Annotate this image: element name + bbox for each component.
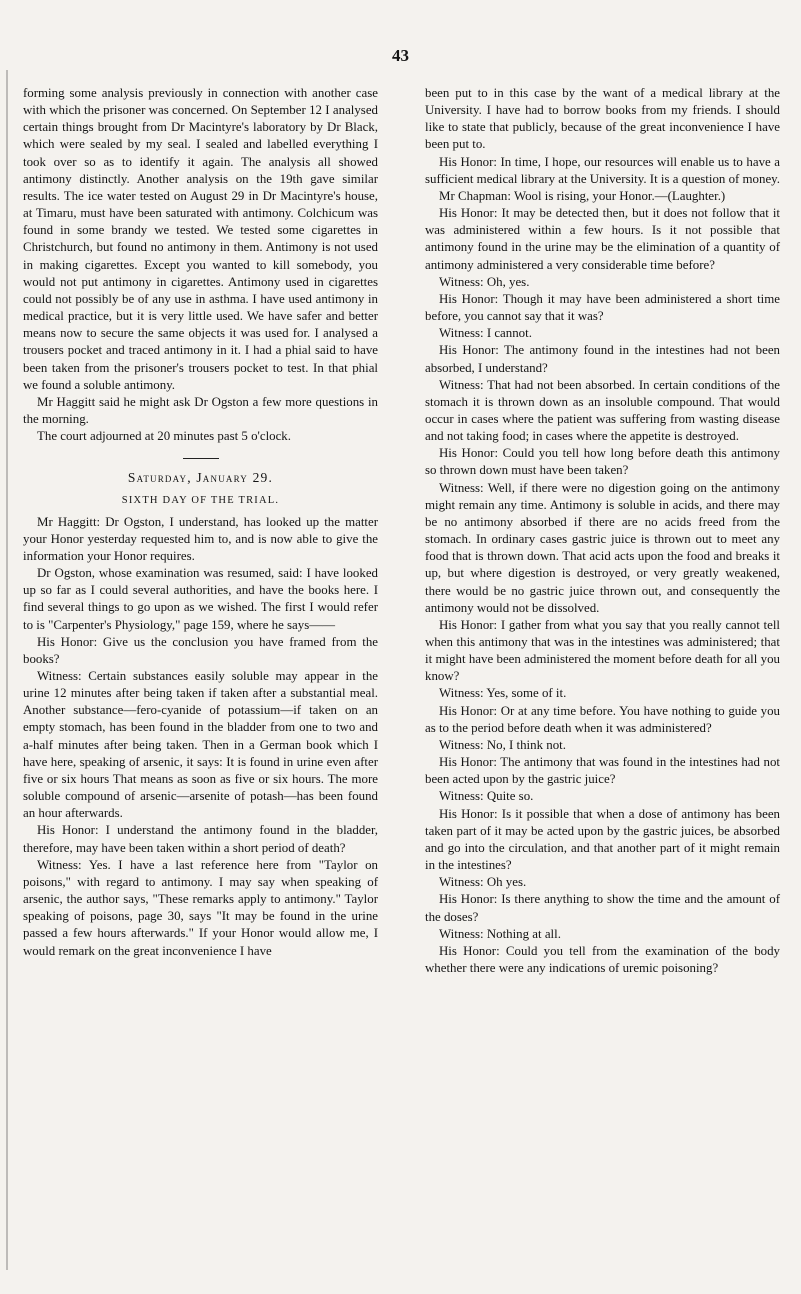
page-number: 43 bbox=[392, 46, 409, 65]
paragraph: Mr Haggitt said he might ask Dr Ogston a few more questions in the morning. bbox=[23, 394, 378, 426]
paragraph: His Honor: I gather from what you say that you really cannot tell when this antimony that was in the intestines was administered; that it might have been administered the moment before death for all you know? bbox=[425, 617, 780, 684]
paragraph: Witness: Oh, yes. bbox=[439, 274, 530, 289]
section-divider bbox=[183, 458, 219, 459]
paragraph: Witness: Yes. I have a last reference here from "Taylor on poisons," with regard to antimony. I may say when speaking of arsenic, the author says, "These remarks apply to antimony." Taylor speaking of poisons, page 30, says "It may be found in the urine passed a few hours afterwards." If your Honor would allow me, I would remark on the great inconvenience I have bbox=[23, 857, 378, 958]
paragraph: His Honor: Give us the conclusion you have framed from the books? bbox=[23, 634, 378, 666]
paragraph: Witness: Oh yes. bbox=[439, 875, 527, 890]
right-paragraphs bbox=[425, 85, 780, 977]
paragraph: His Honor: Or at any time before. You have nothing to guide you as to the period before death when it was administered? bbox=[425, 703, 780, 735]
left-paragraphs-after bbox=[23, 514, 378, 960]
right-column bbox=[425, 85, 780, 977]
paragraph: His Honor: Could you tell from the examination of the body whether there were any indications of uremic poisoning? bbox=[425, 943, 780, 975]
paragraph: Mr Chapman: Wool is rising, your Honor.—(Laughter.) bbox=[439, 188, 726, 203]
paragraph: Witness: Certain substances easily soluble may appear in the urine 12 minutes after being taken if taken after a substantial meal. Another substance—fero-cyanide of potassium—if taken on an empty stomach, has been found in the bladder from one to two and a-half minutes after being taken. Then in a German book which I have here, speaking of arsenic, it says: It is found in urine even after five or six hours That means as soon as five or six hours. The more soluble compound of arsenic—arsenite of potash—has been found an hour afterwards. bbox=[23, 669, 378, 821]
paragraph: The court adjourned at 20 minutes past 5 o'clock. bbox=[37, 429, 291, 444]
paragraph: Witness: I cannot. bbox=[439, 326, 532, 341]
paragraph: been put to in this case by the want of a medical library at the University. I have had to borrow books from my friends. I should like to state that publicly, because of the great inconvenience I have been put to. bbox=[425, 86, 780, 152]
paragraph: His Honor: Is it possible that when a dose of antimony has been taken part of it may be acted upon by the gastric juices, be absorbed and go into the circulation, and that another part of it might remain in the intestines? bbox=[425, 806, 780, 873]
paragraph: Witness: Well, if there were no digestion going on the antimony might remain any time. Antimony is soluble in acids, and there may be no antimony absorbed if there are no acids freed from the stomach. In ordinary cases gastric juice is thrown out to meet any food that is thrown down. That acid acts upon the food and breaks it up, but where digestion is destroyed, or very greatly weakened, there would be no gastric juice thrown out, and consequently the antimony would not be dissolved. bbox=[425, 480, 780, 615]
left-column bbox=[23, 85, 378, 960]
paragraph: His Honor: The antimony that was found in the intestines had not been acted upon by the gastric juice? bbox=[425, 755, 780, 787]
section-subheading: SIXTH DAY OF THE TRIAL. bbox=[121, 495, 280, 507]
paragraph: Dr Ogston, whose examination was resumed, said: I have looked up so far as I could several authorities, and have the books here. I find several things to go upon as we wished. The first I would refer to is "Carpenter's Physiology," page 159, where he says—— bbox=[23, 566, 378, 632]
paragraph: His Honor: In time, I hope, our resources will enable us to have a sufficient medical library at the University. It is a question of money. bbox=[425, 154, 780, 186]
paragraph: Witness: No, I think not. bbox=[439, 737, 566, 752]
paragraph: His Honor: I understand the antimony found in the bladder, therefore, may have been taken within a short period of death? bbox=[23, 823, 378, 855]
paragraph: forming some analysis previously in connection with another case with which the prisoner was concerned. On September 12 I analysed certain things brought from Dr Macintyre's laboratory by Dr Black, which were sealed by my seal. I sealed and labelled everything I took over so as to identify it again. The analysis all showed antimony distinctly. Another analysis on the 19th gave similar results. The ice water tested on August 29 in Dr Macintyre's house, at Timaru, must have been saturated with antimony. Colchicum was found in some brandy we tested. We tested some cigarettes in Christchurch, but found no antimony in them. Antimony is not used in making cigarettes. Except you wanted to kill somebody, you would not put antimony in cigarettes. Antimony used in cigarettes could not possibly be of any use in asthma. I have used antimony in medical practice, but it is very little used. We have safer and better means now to secure the same objects it was used for. I analysed a trousers pocket and traced antimony in it. I had a phial said to have been taken from the prisoner's trousers pocket to test. In that phial we found a soluble antimony. bbox=[23, 86, 378, 392]
paragraph: Witness: Yes, some of it. bbox=[439, 686, 567, 701]
paragraph: His Honor: Though it may have been administered a short time before, you cannot say that it was? bbox=[425, 291, 780, 324]
paragraph: Mr Haggitt: Dr Ogston, I understand, has looked up the matter your Honor yesterday requested him to, and is now able to give the information your Honor requires. bbox=[23, 514, 378, 563]
paragraph: Witness: That had not been absorbed. In certain conditions of the stomach it is thrown down as an insoluble compound. That would occur in cases where the patient was suffering from wasting disease and not taking food; in cases where the appetite is destroyed. bbox=[425, 377, 780, 444]
paragraph: His Honor: The antimony found in the intestines had not been absorbed, I understand? bbox=[425, 343, 780, 375]
paragraph: Witness: Nothing at all. bbox=[439, 926, 561, 941]
left-paragraphs-before bbox=[23, 85, 378, 445]
paragraph: His Honor: Could you tell how long before death this antimony so thrown down must have been taken? bbox=[425, 446, 780, 478]
paragraph: His Honor: It may be detected then, but it does not follow that it was administered within a few hours. Is it not possible that antimony found in the urine may be the elimination of a quantity of antimony administered a very considerable time before? bbox=[425, 206, 780, 272]
paragraph: His Honor: Is there anything to show the time and the amount of the doses? bbox=[425, 892, 780, 924]
paragraph: Witness: Quite so. bbox=[439, 789, 534, 804]
section-heading: Saturday, January 29. bbox=[127, 470, 274, 486]
page-edge-shadow bbox=[6, 70, 8, 1270]
